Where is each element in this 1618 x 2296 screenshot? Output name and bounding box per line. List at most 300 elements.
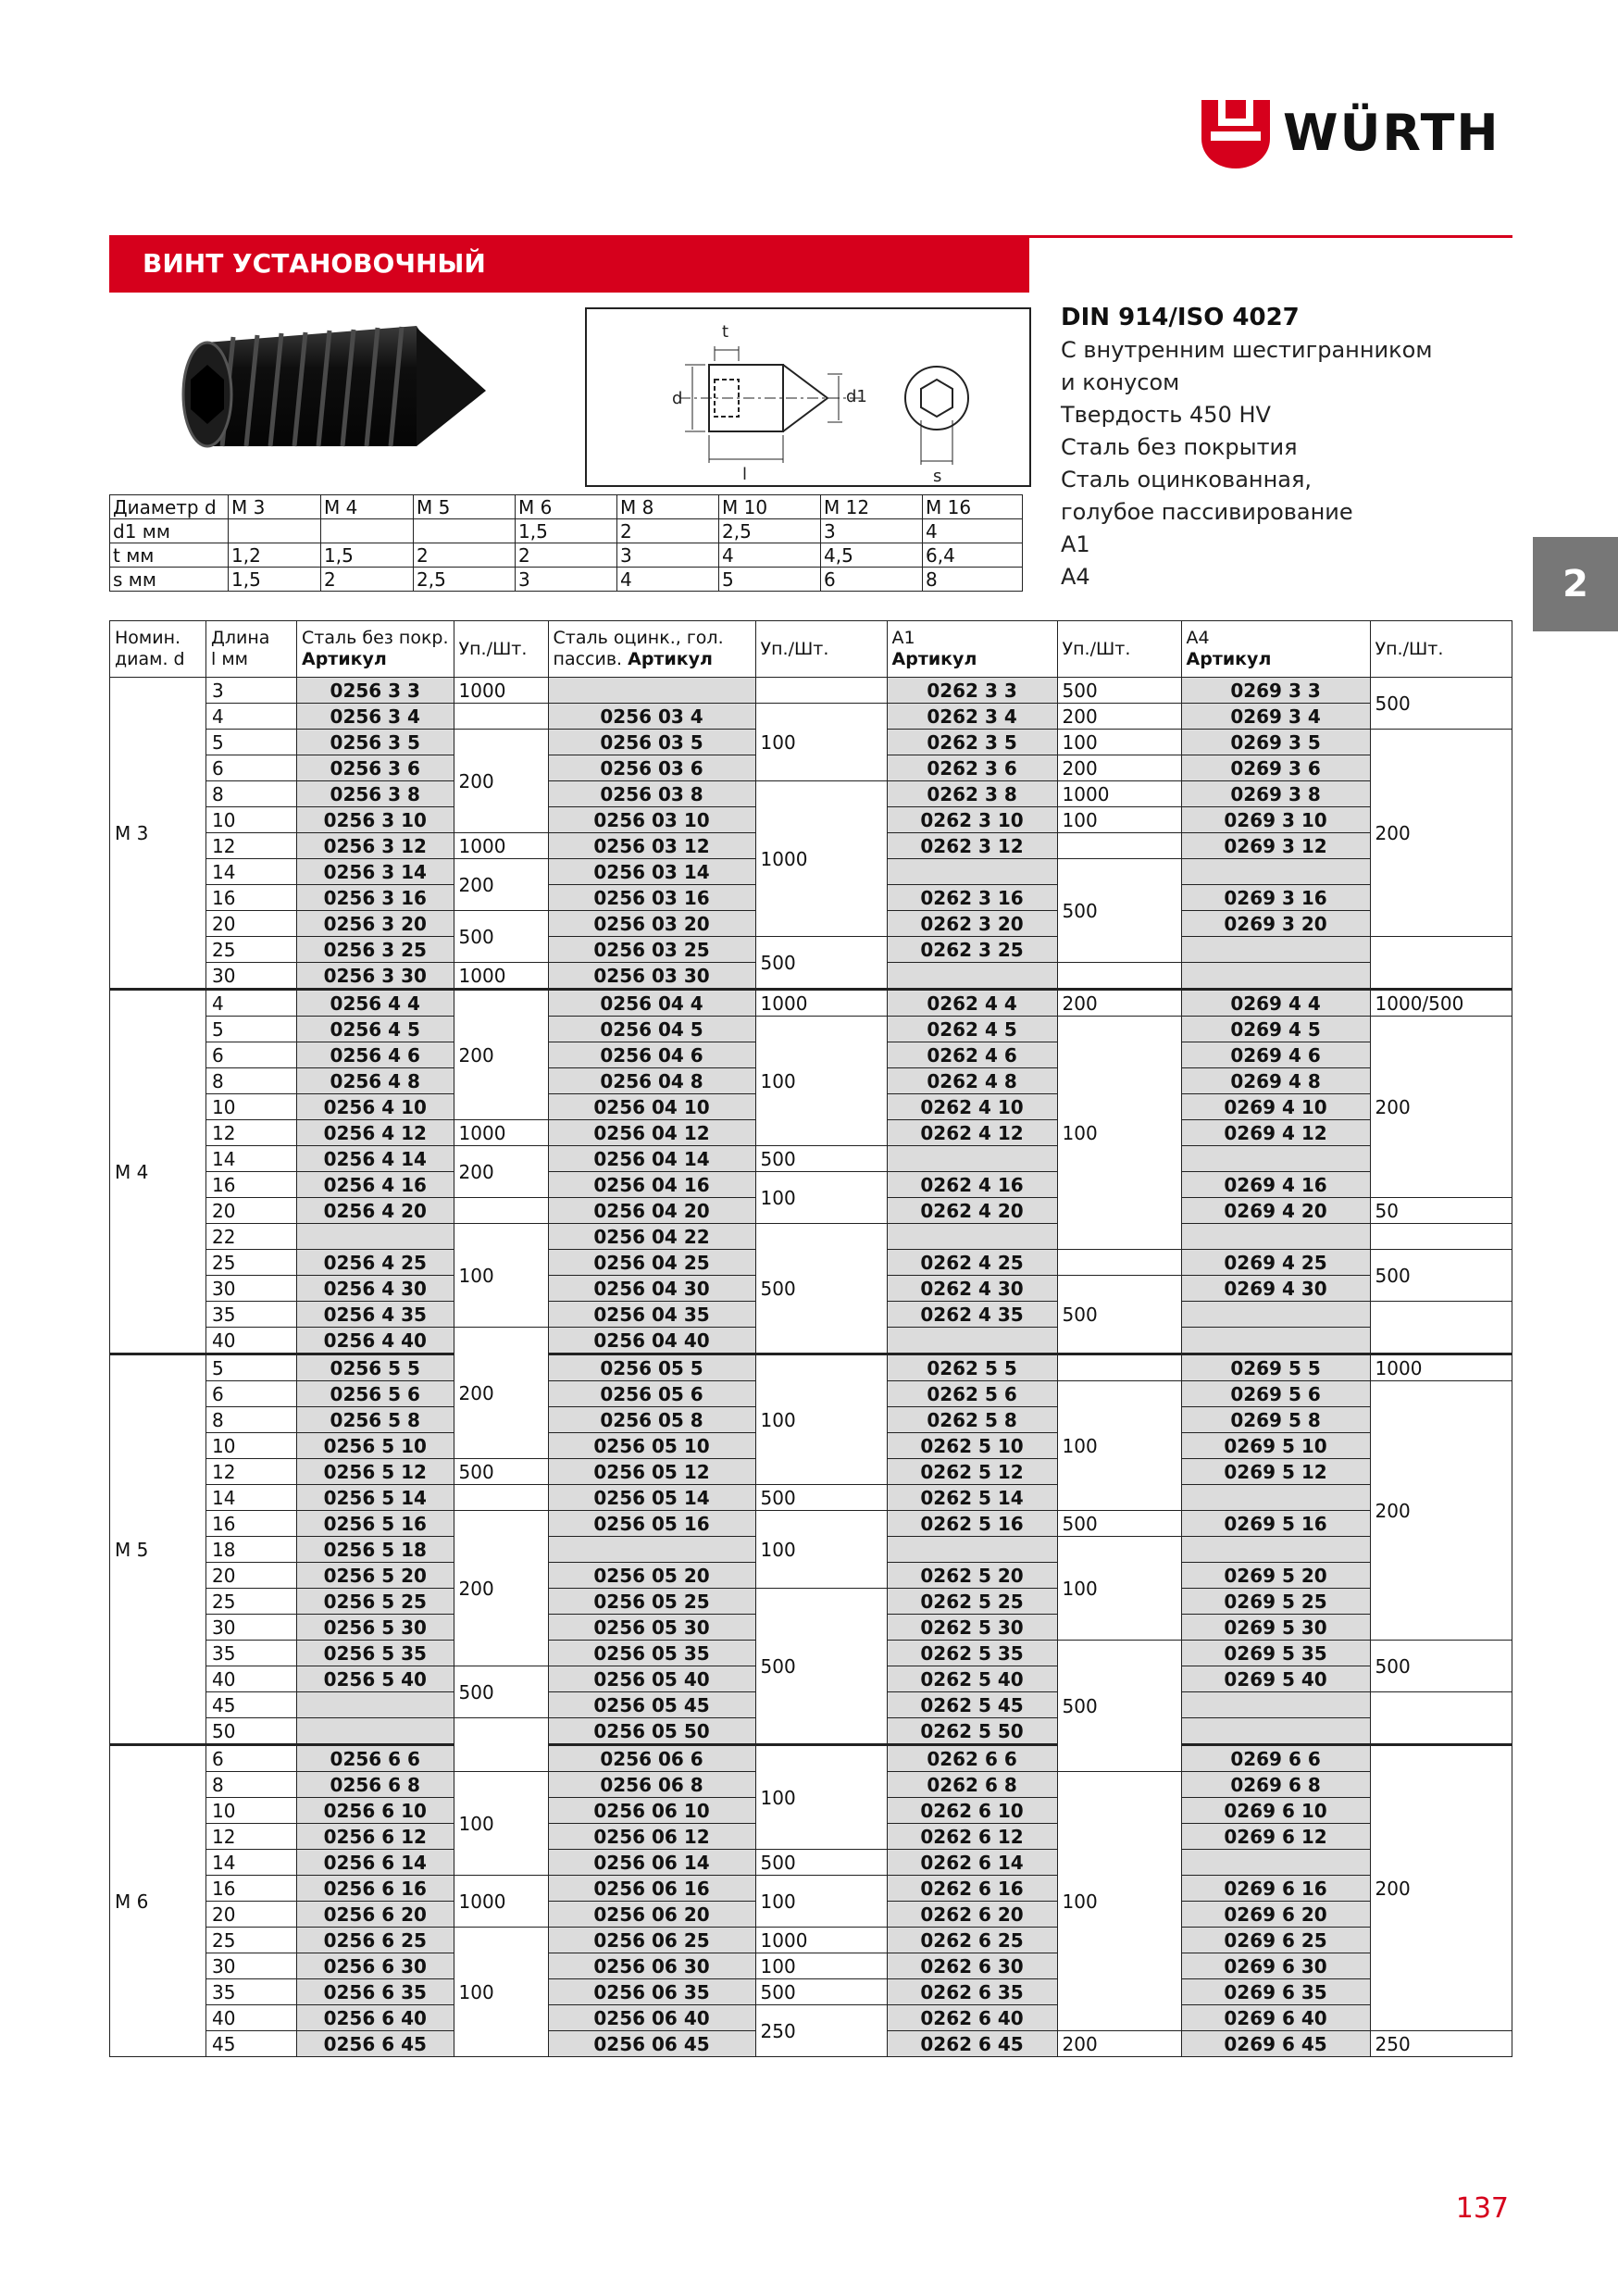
article-number <box>297 1692 454 1718</box>
article-number: 0269 3 4 <box>1181 704 1370 730</box>
article-number: 0256 3 25 <box>297 937 454 963</box>
article-number <box>1181 1224 1370 1250</box>
pack-quantity: 250 <box>1370 2031 1512 2057</box>
pack-quantity: 200 <box>454 1328 548 1459</box>
length-value: 16 <box>206 1511 297 1537</box>
article-number: 0262 5 16 <box>887 1511 1057 1537</box>
article-number: 0256 4 20 <box>297 1198 454 1224</box>
header-rule <box>1029 235 1512 238</box>
article-number: 0262 5 14 <box>887 1485 1057 1511</box>
dimension-value: 6 <box>821 568 923 592</box>
article-number: 0256 5 14 <box>297 1485 454 1511</box>
article-number <box>887 1146 1057 1172</box>
article-number: 0256 05 6 <box>548 1381 755 1407</box>
article-number: 0262 3 3 <box>887 678 1057 704</box>
dimensions-row <box>110 519 1023 543</box>
pack-quantity: 500 <box>1370 1641 1512 1692</box>
article-number: 0262 3 8 <box>887 781 1057 807</box>
article-number: 0262 6 16 <box>887 1876 1057 1902</box>
pack-quantity <box>1370 1302 1512 1354</box>
article-number: 0256 4 40 <box>297 1328 454 1354</box>
article-number: 0256 04 40 <box>548 1328 755 1354</box>
article-number: 0256 06 40 <box>548 2005 755 2031</box>
length-value: 4 <box>206 704 297 730</box>
length-value: 14 <box>206 1850 297 1876</box>
article-number: 0269 6 6 <box>1181 1745 1370 1772</box>
header-pack: Уп./Шт. <box>1057 621 1181 678</box>
header-a4-article: A4 Артикул <box>1181 621 1370 678</box>
pack-quantity: 200 <box>1370 1017 1512 1198</box>
pack-quantity: 500 <box>755 1485 887 1511</box>
article-number: 0269 6 20 <box>1181 1902 1370 1928</box>
article-number: 0256 03 20 <box>548 911 755 937</box>
length-value: 20 <box>206 1198 297 1224</box>
pack-quantity: 1000 <box>1057 781 1181 807</box>
pack-quantity: 500 <box>1057 1511 1181 1537</box>
length-value: 12 <box>206 1120 297 1146</box>
pack-quantity <box>454 1198 548 1224</box>
article-number: 0269 3 6 <box>1181 755 1370 781</box>
length-value: 20 <box>206 1563 297 1589</box>
pack-quantity: 100 <box>755 1745 887 1850</box>
article-number: 0262 3 12 <box>887 833 1057 859</box>
dimension-value: 2 <box>516 543 617 568</box>
article-number: 0262 5 45 <box>887 1692 1057 1718</box>
pack-quantity <box>1370 1692 1512 1745</box>
description-line: Твердость 450 HV <box>1061 402 1271 428</box>
length-value: 6 <box>206 755 297 781</box>
dimension-value: 2,5 <box>719 519 821 543</box>
pack-quantity: 500 <box>454 1459 548 1485</box>
pack-quantity: 200 <box>1057 990 1181 1017</box>
title-bar <box>109 235 1029 293</box>
dimensions-table <box>109 494 1023 592</box>
length-value: 8 <box>206 1068 297 1094</box>
article-number: 0269 4 4 <box>1181 990 1370 1017</box>
article-number: 0256 3 30 <box>297 963 454 990</box>
length-value: 10 <box>206 1094 297 1120</box>
pack-quantity: 1000 <box>454 678 548 704</box>
article-number: 0256 05 35 <box>548 1641 755 1666</box>
pack-quantity: 500 <box>1057 678 1181 704</box>
standard-label: DIN 914/ISO 4027 <box>1061 304 1300 331</box>
table-row <box>110 1589 1512 1615</box>
article-number: 0256 6 14 <box>297 1850 454 1876</box>
article-number <box>1181 859 1370 885</box>
pack-quantity: 200 <box>1057 704 1181 730</box>
drawing-label-l: l <box>742 465 748 484</box>
length-value: 25 <box>206 1250 297 1276</box>
pack-quantity: 1000 <box>454 963 548 990</box>
article-number: 0262 5 25 <box>887 1589 1057 1615</box>
length-value: 45 <box>206 1692 297 1718</box>
table-row <box>110 1146 1512 1172</box>
table-row <box>110 1172 1512 1198</box>
article-number: 0256 3 12 <box>297 833 454 859</box>
article-number <box>887 1328 1057 1354</box>
table-row <box>110 1354 1512 1381</box>
dimensions-row <box>110 543 1023 568</box>
table-row <box>110 1017 1512 1042</box>
article-number: 0256 3 4 <box>297 704 454 730</box>
article-number: 0256 05 45 <box>548 1692 755 1718</box>
article-number: 0262 6 8 <box>887 1772 1057 1798</box>
article-number: 0256 05 5 <box>548 1354 755 1381</box>
article-number <box>1181 1850 1370 1876</box>
article-number: 0256 6 45 <box>297 2031 454 2057</box>
article-number: 0256 03 12 <box>548 833 755 859</box>
dimension-value: M 6 <box>516 495 617 519</box>
product-description <box>1061 302 1505 593</box>
pack-quantity: 100 <box>1057 807 1181 833</box>
article-number: 0269 3 10 <box>1181 807 1370 833</box>
article-number: 0256 5 5 <box>297 1354 454 1381</box>
article-number <box>548 678 755 704</box>
pack-quantity <box>1370 1224 1512 1250</box>
length-value: 6 <box>206 1745 297 1772</box>
pack-quantity: 100 <box>755 704 887 781</box>
article-number: 0256 4 14 <box>297 1146 454 1172</box>
article-number: 0269 3 12 <box>1181 833 1370 859</box>
dimension-value: 4 <box>923 519 1023 543</box>
length-value: 8 <box>206 1772 297 1798</box>
article-number: 0269 4 12 <box>1181 1120 1370 1146</box>
table-row <box>110 1953 1512 1979</box>
table-row <box>110 1745 1512 1772</box>
table-row <box>110 1928 1512 1953</box>
dimension-value: M 16 <box>923 495 1023 519</box>
article-number: 0262 3 4 <box>887 704 1057 730</box>
table-row <box>110 1224 1512 1250</box>
dimension-value: M 10 <box>719 495 821 519</box>
article-number: 0269 5 30 <box>1181 1615 1370 1641</box>
article-number: 0262 5 50 <box>887 1718 1057 1745</box>
article-number: 0269 5 8 <box>1181 1407 1370 1433</box>
dimension-value <box>229 519 321 543</box>
article-number: 0262 5 40 <box>887 1666 1057 1692</box>
article-number: 0262 4 4 <box>887 990 1057 1017</box>
article-number: 0256 05 14 <box>548 1485 755 1511</box>
dimension-label: t мм <box>110 543 229 568</box>
length-value: 30 <box>206 1615 297 1641</box>
article-number: 0256 04 10 <box>548 1094 755 1120</box>
dimension-value: 6,4 <box>923 543 1023 568</box>
pack-quantity: 500 <box>755 1979 887 2005</box>
pack-quantity: 100 <box>755 1172 887 1224</box>
wurth-logo-mark <box>1200 98 1272 170</box>
pack-quantity: 500 <box>454 1666 548 1718</box>
length-value: 18 <box>206 1537 297 1563</box>
article-number: 0269 4 8 <box>1181 1068 1370 1094</box>
article-number: 0269 3 8 <box>1181 781 1370 807</box>
table-row <box>110 990 1512 1017</box>
article-number: 0269 6 45 <box>1181 2031 1370 2057</box>
header-steel-article: Сталь без покр. Артикул <box>297 621 454 678</box>
article-number: 0256 5 30 <box>297 1615 454 1641</box>
pack-quantity: 100 <box>454 1928 548 2057</box>
article-number: 0262 4 10 <box>887 1094 1057 1120</box>
article-number: 0256 4 5 <box>297 1017 454 1042</box>
article-number: 0256 04 20 <box>548 1198 755 1224</box>
drawing-label-s: s <box>933 467 942 485</box>
dimension-value: M 5 <box>414 495 516 519</box>
article-number: 0256 05 50 <box>548 1718 755 1745</box>
length-value: 3 <box>206 678 297 704</box>
article-number: 0269 3 3 <box>1181 678 1370 704</box>
pack-quantity: 200 <box>1370 730 1512 937</box>
page-title: ВИНТ УСТАНОВОЧНЫЙ <box>143 248 486 279</box>
nominal-diameter: M 5 <box>110 1354 206 1745</box>
article-number: 0256 5 35 <box>297 1641 454 1666</box>
article-number: 0256 3 10 <box>297 807 454 833</box>
article-number: 0256 5 12 <box>297 1459 454 1485</box>
article-number <box>887 1224 1057 1250</box>
table-row <box>110 2005 1512 2031</box>
article-number: 0256 5 40 <box>297 1666 454 1692</box>
article-number: 0256 4 16 <box>297 1172 454 1198</box>
article-number: 0262 6 20 <box>887 1902 1057 1928</box>
article-number: 0256 05 10 <box>548 1433 755 1459</box>
article-number: 0256 06 14 <box>548 1850 755 1876</box>
article-number: 0262 4 20 <box>887 1198 1057 1224</box>
dimension-value: M 3 <box>229 495 321 519</box>
length-value: 5 <box>206 1354 297 1381</box>
article-number: 0269 5 5 <box>1181 1354 1370 1381</box>
pack-quantity: 200 <box>1370 1381 1512 1641</box>
dimension-label: s мм <box>110 568 229 592</box>
wurth-logo-text: WÜRTH <box>1283 104 1500 162</box>
article-number: 0262 6 30 <box>887 1953 1057 1979</box>
length-value: 14 <box>206 859 297 885</box>
dimensions-row <box>110 568 1023 592</box>
length-value: 40 <box>206 1666 297 1692</box>
article-number: 0256 3 5 <box>297 730 454 755</box>
pack-quantity: 50 <box>1370 1198 1512 1224</box>
article-number <box>1181 1485 1370 1511</box>
pack-quantity: 200 <box>454 1511 548 1666</box>
pack-quantity: 1000 <box>755 781 887 937</box>
length-value: 10 <box>206 807 297 833</box>
pack-quantity <box>1057 963 1181 990</box>
article-number: 0256 03 14 <box>548 859 755 885</box>
length-value: 12 <box>206 1824 297 1850</box>
article-number: 0269 5 10 <box>1181 1433 1370 1459</box>
table-row <box>110 781 1512 807</box>
article-number: 0256 05 25 <box>548 1589 755 1615</box>
pack-quantity: 500 <box>755 1589 887 1745</box>
dimension-value: 3 <box>617 543 719 568</box>
article-number: 0256 05 30 <box>548 1615 755 1641</box>
article-number: 0262 4 5 <box>887 1017 1057 1042</box>
article-table <box>109 620 1512 2057</box>
length-value: 50 <box>206 1718 297 1745</box>
pack-quantity: 1000 <box>755 1928 887 1953</box>
article-number: 0256 03 4 <box>548 704 755 730</box>
article-number <box>548 1537 755 1563</box>
length-value: 12 <box>206 833 297 859</box>
dimension-value: 1,2 <box>229 543 321 568</box>
dimension-value: 3 <box>821 519 923 543</box>
article-number: 0262 4 30 <box>887 1276 1057 1302</box>
length-value: 25 <box>206 1928 297 1953</box>
table-row <box>110 704 1512 730</box>
dimension-value: 8 <box>923 568 1023 592</box>
article-number: 0262 6 40 <box>887 2005 1057 2031</box>
pack-quantity: 100 <box>755 1511 887 1589</box>
article-number: 0269 3 5 <box>1181 730 1370 755</box>
article-number <box>1181 963 1370 990</box>
header-pack: Уп./Шт. <box>755 621 887 678</box>
article-number <box>1181 1537 1370 1563</box>
pack-quantity <box>1057 1354 1181 1381</box>
article-number: 0262 3 25 <box>887 937 1057 963</box>
article-number: 0256 04 4 <box>548 990 755 1017</box>
length-value: 5 <box>206 730 297 755</box>
article-number: 0262 3 5 <box>887 730 1057 755</box>
article-number: 0262 6 10 <box>887 1798 1057 1824</box>
dimension-value: 4,5 <box>821 543 923 568</box>
pack-quantity: 100 <box>454 1772 548 1876</box>
article-number <box>1181 1302 1370 1328</box>
dimension-value: 2,5 <box>414 568 516 592</box>
article-number: 0256 06 16 <box>548 1876 755 1902</box>
dimension-value: M 8 <box>617 495 719 519</box>
article-number: 0269 6 30 <box>1181 1953 1370 1979</box>
pack-quantity: 1000 <box>454 1876 548 1928</box>
header-pack: Уп./Шт. <box>1370 621 1512 678</box>
length-value: 22 <box>206 1224 297 1250</box>
pack-quantity: 100 <box>755 1017 887 1146</box>
article-number: 0269 6 16 <box>1181 1876 1370 1902</box>
length-value: 20 <box>206 911 297 937</box>
table-row <box>110 678 1512 704</box>
article-number: 0262 5 20 <box>887 1563 1057 1589</box>
article-number: 0256 6 6 <box>297 1745 454 1772</box>
length-value: 40 <box>206 1328 297 1354</box>
article-number: 0256 05 16 <box>548 1511 755 1537</box>
article-number: 0262 6 45 <box>887 2031 1057 2057</box>
article-number: 0256 03 30 <box>548 963 755 990</box>
article-number: 0256 3 8 <box>297 781 454 807</box>
article-number: 0256 3 6 <box>297 755 454 781</box>
product-photo <box>167 307 518 474</box>
article-number: 0256 4 6 <box>297 1042 454 1068</box>
article-number: 0256 04 5 <box>548 1017 755 1042</box>
pack-quantity: 200 <box>1370 1745 1512 2031</box>
article-number: 0262 3 16 <box>887 885 1057 911</box>
pack-quantity <box>755 678 887 704</box>
article-number: 0256 3 16 <box>297 885 454 911</box>
article-number <box>1181 1692 1370 1718</box>
table-row <box>110 1511 1512 1537</box>
article-number: 0256 03 16 <box>548 885 755 911</box>
article-number: 0262 6 6 <box>887 1745 1057 1772</box>
nominal-diameter: M 3 <box>110 678 206 990</box>
article-number: 0262 6 12 <box>887 1824 1057 1850</box>
article-number: 0269 5 16 <box>1181 1511 1370 1537</box>
page-number: 137 <box>1455 2192 1509 2225</box>
article-number: 0256 5 18 <box>297 1537 454 1563</box>
dimension-value <box>414 519 516 543</box>
dimension-value: 4 <box>719 543 821 568</box>
article-number: 0269 4 20 <box>1181 1198 1370 1224</box>
article-number: 0256 04 14 <box>548 1146 755 1172</box>
length-value: 45 <box>206 2031 297 2057</box>
article-number: 0256 5 6 <box>297 1381 454 1407</box>
pack-quantity: 200 <box>454 859 548 911</box>
article-number: 0256 4 10 <box>297 1094 454 1120</box>
article-number: 0269 6 8 <box>1181 1772 1370 1798</box>
article-number: 0269 6 40 <box>1181 2005 1370 2031</box>
pack-quantity: 1000 <box>454 833 548 859</box>
article-number: 0256 6 8 <box>297 1772 454 1798</box>
article-number: 0269 5 12 <box>1181 1459 1370 1485</box>
article-number: 0256 03 6 <box>548 755 755 781</box>
article-number: 0256 04 30 <box>548 1276 755 1302</box>
article-number: 0256 06 10 <box>548 1798 755 1824</box>
length-value: 30 <box>206 963 297 990</box>
pack-quantity: 100 <box>454 1224 548 1328</box>
article-number: 0256 03 10 <box>548 807 755 833</box>
article-number: 0256 4 8 <box>297 1068 454 1094</box>
article-number: 0269 3 20 <box>1181 911 1370 937</box>
article-number <box>297 1718 454 1745</box>
length-value: 25 <box>206 1589 297 1615</box>
length-value: 4 <box>206 990 297 1017</box>
article-number: 0256 06 12 <box>548 1824 755 1850</box>
pack-quantity: 1000/500 <box>1370 990 1512 1017</box>
article-number: 0269 4 5 <box>1181 1017 1370 1042</box>
pack-quantity: 100 <box>755 1876 887 1928</box>
pack-quantity: 500 <box>1370 1250 1512 1302</box>
length-value: 35 <box>206 1641 297 1666</box>
article-number <box>297 1224 454 1250</box>
pack-quantity: 100 <box>755 1354 887 1485</box>
article-number <box>887 963 1057 990</box>
pack-quantity: 1000 <box>755 990 887 1017</box>
pack-quantity: 500 <box>1057 859 1181 963</box>
article-number: 0256 4 35 <box>297 1302 454 1328</box>
article-number: 0256 05 12 <box>548 1459 755 1485</box>
dimension-value: 1,5 <box>516 519 617 543</box>
pack-quantity: 1000 <box>454 1120 548 1146</box>
article-number: 0256 03 5 <box>548 730 755 755</box>
header-length: Длина l мм <box>206 621 297 678</box>
article-number: 0269 5 20 <box>1181 1563 1370 1589</box>
article-number: 0262 6 25 <box>887 1928 1057 1953</box>
article-number: 0262 6 35 <box>887 1979 1057 2005</box>
dimension-label: Диаметр d <box>110 495 229 519</box>
article-number: 0262 5 10 <box>887 1433 1057 1459</box>
article-number: 0256 6 20 <box>297 1902 454 1928</box>
article-number: 0269 5 40 <box>1181 1666 1370 1692</box>
dimension-value: 1,5 <box>229 568 321 592</box>
dimension-value: M 4 <box>321 495 414 519</box>
header-zinc-article: Сталь оцинк., гол. пассив. Артикул <box>548 621 755 678</box>
length-value: 16 <box>206 885 297 911</box>
length-value: 30 <box>206 1276 297 1302</box>
article-number <box>1181 1146 1370 1172</box>
length-value: 40 <box>206 2005 297 2031</box>
article-number: 0256 6 12 <box>297 1824 454 1850</box>
drawing-label-d: d <box>672 389 683 408</box>
article-number: 0256 05 40 <box>548 1666 755 1692</box>
length-value: 16 <box>206 1876 297 1902</box>
article-number: 0269 6 10 <box>1181 1798 1370 1824</box>
length-value: 14 <box>206 1146 297 1172</box>
article-number: 0256 4 12 <box>297 1120 454 1146</box>
table-row <box>110 1850 1512 1876</box>
